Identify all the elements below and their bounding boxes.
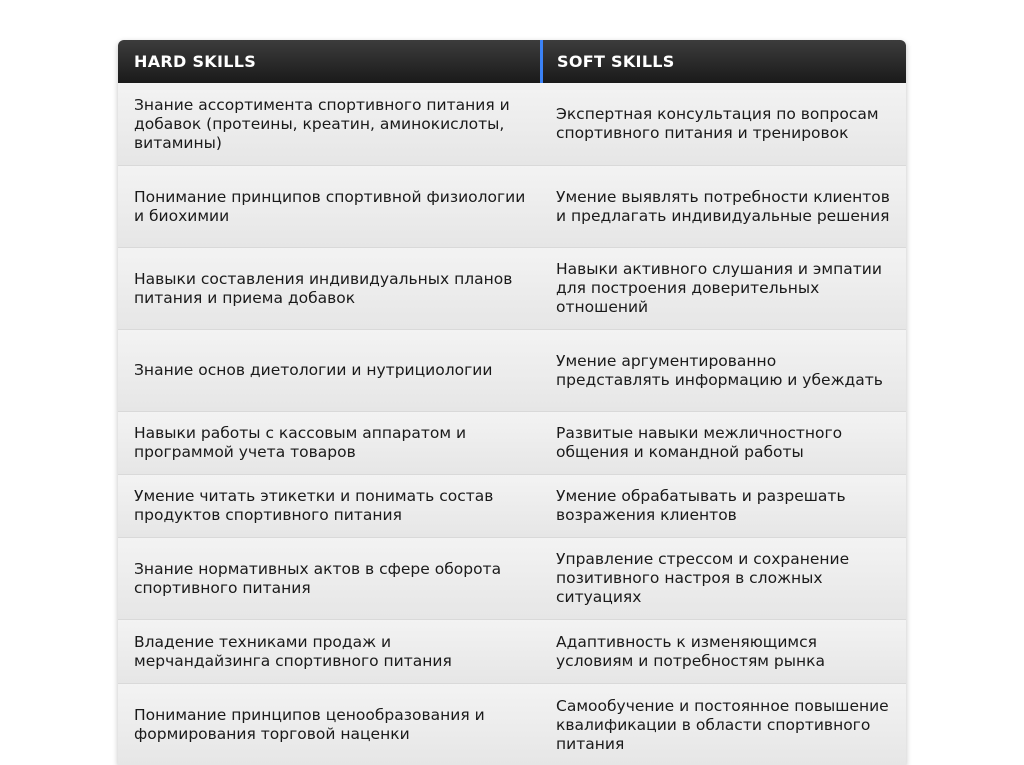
soft-skill-cell: Адаптивность к изменяющимся условиям и потребностям рынка [556, 632, 826, 670]
table-row [118, 248, 906, 330]
soft-skill-cell: Умение выявлять потребности клиентов и предлагать индивидуальные решения [556, 187, 890, 225]
hard-skill-cell: Понимание принципов ценообразования и формирования торговой наценки [134, 706, 485, 743]
soft-skill-cell: Навыки активного слушания и эмпатии для построения доверительных отношений [556, 260, 882, 316]
soft-skill-cell: Управление стрессом и сохранение позитивного настроя в сложных ситуациях [556, 550, 850, 606]
soft-skill-cell: Самообучение и постоянное повышение квалификации в области спортивного питания [556, 696, 889, 753]
table-row [118, 620, 906, 684]
hard-skill-cell: Понимание принципов спортивной физиологии и биохимии [134, 187, 526, 225]
hard-skill-cell: Умение читать этикетки и понимать состав продуктов спортивного питания [134, 487, 494, 524]
hard-skill-cell: Знание ассортимента спортивного питания и добавок (протеины, креатин, аминокислоты, витамины) [134, 95, 510, 152]
table-header [118, 40, 906, 83]
soft-skill-cell: Развитые навыки межличностного общения и командной работы [556, 424, 843, 461]
table-row [118, 330, 906, 412]
header-soft-skills: SOFT SKILLS [540, 40, 906, 83]
table-row [118, 412, 906, 475]
hard-skill-cell: Знание нормативных актов в сфере оборота спортивного питания [134, 559, 502, 597]
table-row [118, 166, 906, 248]
soft-skill-cell: Умение обрабатывать и разрешать возражения клиентов [556, 487, 846, 524]
skills-table [118, 40, 906, 765]
header-hard-skills: HARD SKILLS [134, 52, 257, 71]
table-row [118, 83, 906, 166]
soft-skill-cell: Экспертная консультация по вопросам спортивного питания и тренировок [556, 105, 879, 142]
hard-skill-cell: Навыки составления индивидуальных планов питания и приема добавок [134, 269, 513, 307]
table-row [118, 475, 906, 538]
soft-skill-cell: Умение аргументированно представлять информацию и убеждать [556, 351, 883, 389]
hard-skill-cell: Знание основ диетологии и нутрициологии [134, 361, 493, 379]
hard-skill-cell: Навыки работы с кассовым аппаратом и программой учета товаров [134, 424, 467, 461]
table-row [118, 538, 906, 620]
hard-skill-cell: Владение техниками продаж и мерчандайзинга спортивного питания [134, 632, 452, 670]
table-row [118, 684, 906, 765]
